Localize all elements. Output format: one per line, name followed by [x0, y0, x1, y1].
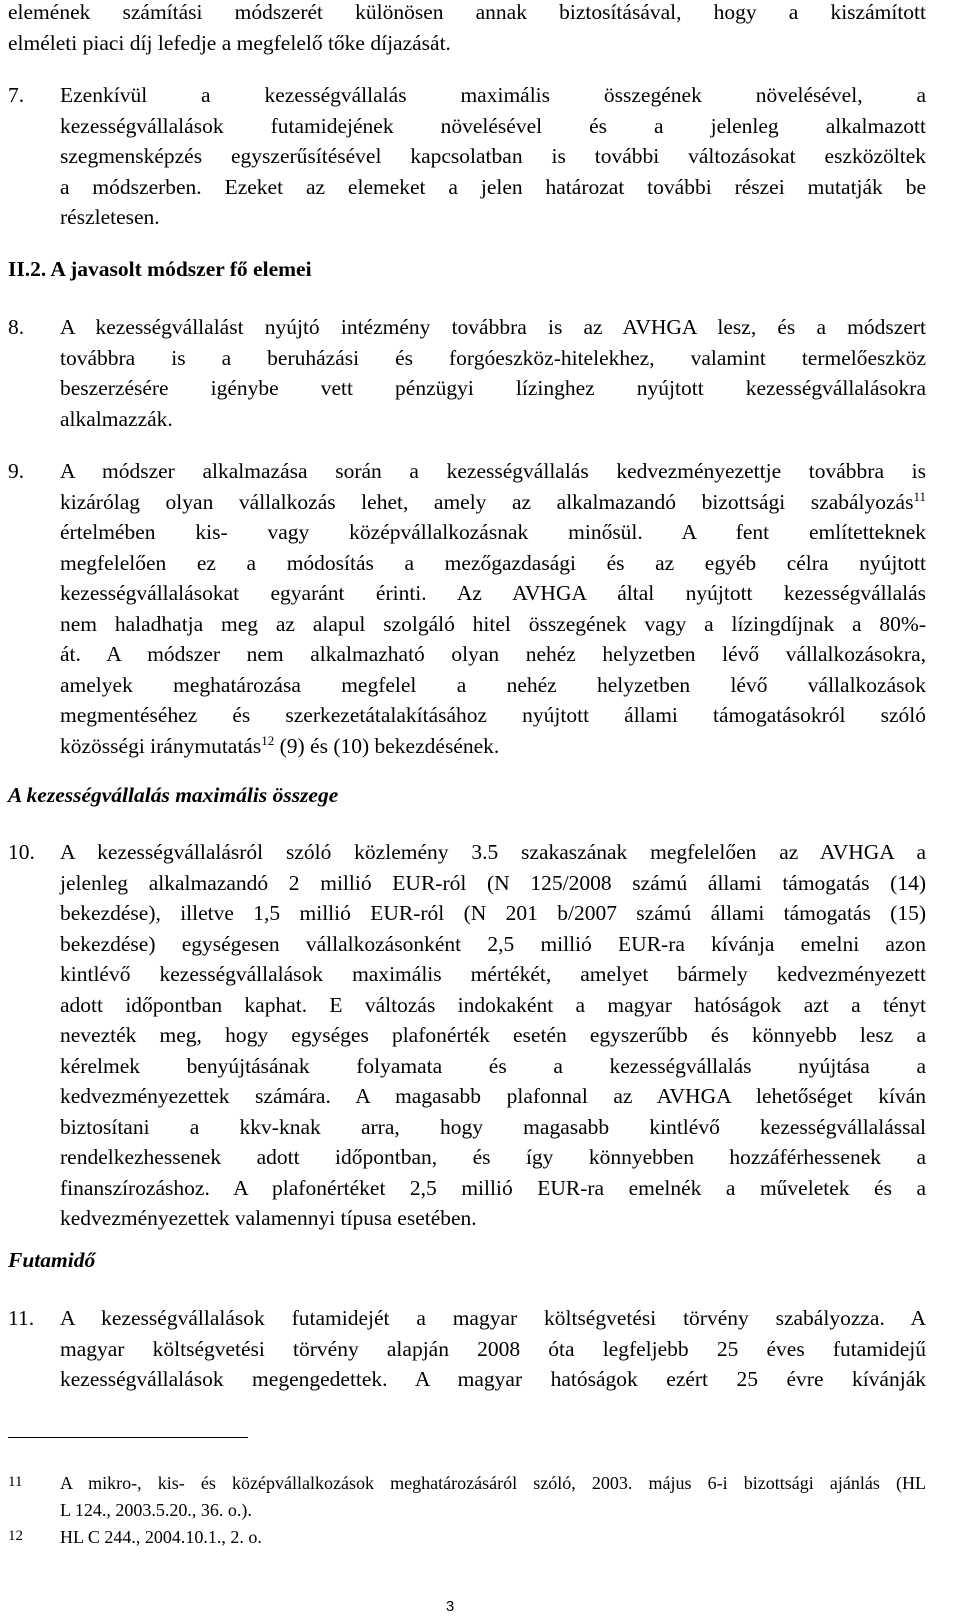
text-line: értelmében kis- vagy középvállalkozásnak minősül. A fent említetteknek	[60, 520, 926, 544]
text-line: A kezességvállalást nyújtó intézmény továbbra is az AVHGA lesz, és a módszert	[60, 315, 926, 339]
text-line: kedvezményezettek számára. A magasabb plafonnal az AVHGA lehetőséget kíván	[60, 1084, 926, 1108]
footnote-line: A mikro-, kis- és középvállalkozások meghatározásáról szóló, 2003. május 6-i bizottsági ajánlás (HL	[60, 1473, 926, 1493]
text-line: alkalmazzák.	[60, 406, 173, 431]
footnote-number: 12	[8, 1528, 23, 1544]
paragraph-number: 11.	[8, 1306, 35, 1330]
text-line: megmentéséhez és szerkezetátalakításához nyújtott állami támogatásokról szóló	[60, 703, 926, 727]
text-segment: (9) és (10) bekezdésének.	[274, 733, 500, 758]
section-heading: II.2. A javasolt módszer fő elemei	[8, 257, 312, 281]
text-line	[60, 487, 926, 518]
text-line: részletesen.	[60, 205, 160, 229]
text-line: finanszírozáshoz. A plafonértéket 2,5 millió EUR-ra emelnék a műveletek és a	[60, 1175, 926, 1200]
text-segment: kizárólag olyan vállalkozás lehet, amely az alkalmazandó bizottsági szabályozás	[60, 489, 914, 514]
text-line: kezességvállalások megengedettek. A magyar hatóságok ezért 25 évre kívánják	[60, 1367, 926, 1391]
text-line: jelenleg alkalmazandó 2 millió EUR-ról (N 125/2008 számú állami támogatás (14)	[60, 870, 926, 895]
paragraph-9	[8, 456, 926, 761]
text-line: A kezességvállalásról szóló közlemény 3.5 szakaszának megfelelően az AVHGA a	[60, 840, 926, 864]
text-line: Ezenkívül a kezességvállalás maximális összegének növelésével, a	[60, 83, 926, 107]
text-line: nevezték meg, hogy egységes plafonérték esetén egyszerűbb és könnyebb lesz a	[60, 1023, 926, 1047]
continuation-paragraph	[8, 0, 926, 58]
footnote-12	[8, 1524, 926, 1551]
text-line: kintlévő kezességvállalások maximális mértékét, amelyet bármely kedvezményezett	[60, 962, 926, 986]
text-line: adott időpontban kaphat. E változás indokaként a magyar hatóságok azt a tényt	[60, 992, 926, 1017]
footnote-number: 11	[8, 1474, 23, 1490]
text-segment: közösségi iránymutatás	[60, 733, 262, 758]
text-line: rendelkezhessenek adott időpontban, és így könnyebben hozzáférhessenek a	[60, 1145, 926, 1169]
subsection-heading: A kezességvállalás maximális összege	[8, 783, 339, 807]
paragraph-7	[8, 80, 926, 233]
paragraph-number: 8.	[8, 315, 25, 339]
footnote-11	[8, 1470, 926, 1524]
text-line: át. A módszer nem alkalmazható olyan nehéz helyzetben lévő vállalkozásokra,	[60, 642, 926, 666]
text-line: szegmensképzés egyszerűsítésével kapcsolatban is további változásokat eszközöltek	[60, 144, 926, 168]
footnote-ref-11[interactable]: 11	[913, 488, 926, 504]
text-line: elemének számítási módszerét különösen annak biztosításával, hogy a kiszámított	[8, 0, 926, 24]
text-line: a módszerben. Ezeket az elemeket a jelen határozat további részei mutatják be	[60, 174, 926, 199]
text-line: megfelelően ez a módosítás a mezőgazdasági és az egyéb célra nyújtott	[60, 550, 926, 575]
text-line: biztosítani a kkv-knak arra, hogy magasabb kintlévő kezességvállalással	[60, 1114, 926, 1139]
footnote-line: HL C 244., 2004.10.1., 2. o.	[60, 1527, 262, 1547]
footnote-separator	[8, 1437, 248, 1438]
text-line: kezességvállalásokat egyaránt érinti. Az AVHGA által nyújtott kezességvállalás	[60, 581, 926, 605]
subsection-heading: Futamidő	[8, 1248, 96, 1272]
paragraph-number: 9.	[8, 459, 25, 483]
text-line: A kezességvállalások futamidejét a magyar költségvetési törvény szabályozza. A	[60, 1306, 926, 1330]
text-line: elméleti piaci díj lefedje a megfelelő tőke díjazását.	[8, 30, 451, 55]
text-line: kezességvállalások futamidejének növelésével és a jelenleg alkalmazott	[60, 113, 926, 138]
paragraph-number: 7.	[8, 83, 25, 107]
paragraph-10	[8, 837, 926, 1234]
paragraph-number: 10.	[8, 840, 35, 864]
footnote-ref-12[interactable]: 12	[261, 732, 275, 748]
text-line: bekezdése), illetve 1,5 millió EUR-ról (N 201 b/2007 számú állami támogatás (15)	[60, 901, 926, 925]
text-line: beszerzésére igénybe vett pénzügyi lízinghez nyújtott kezességvállalásokra	[60, 376, 926, 400]
text-line: A módszer alkalmazása során a kezességvállalás kedvezményezettje továbbra is	[60, 459, 926, 483]
text-line	[60, 731, 926, 762]
text-line: kérelmek benyújtásának folyamata és a kezességvállalás nyújtása a	[60, 1053, 926, 1078]
footnote-line: L 124., 2003.5.20., 36. o.).	[60, 1500, 252, 1520]
paragraph-8	[8, 312, 926, 434]
text-line: kedvezményezettek valamennyi típusa esetében.	[60, 1206, 477, 1230]
paragraph-11	[8, 1303, 926, 1395]
text-line: bekezdése) egységesen vállalkozásonként 2,5 millió EUR-ra kívánja emelni azon	[60, 931, 926, 956]
page-number: 3	[445, 1598, 455, 1615]
text-line: nem haladhatja meg az alapul szolgáló hitel összegének vagy a lízingdíjnak a 80%-	[60, 611, 926, 636]
text-line: továbbra is a beruházási és forgóeszköz-hitelekhez, valamint termelőeszköz	[60, 345, 926, 370]
text-line: amelyek meghatározása megfelel a nehéz helyzetben lévő vállalkozások	[60, 672, 926, 697]
text-line: magyar költségvetési törvény alapján 2008 óta legfeljebb 25 éves futamidejű	[60, 1336, 926, 1361]
